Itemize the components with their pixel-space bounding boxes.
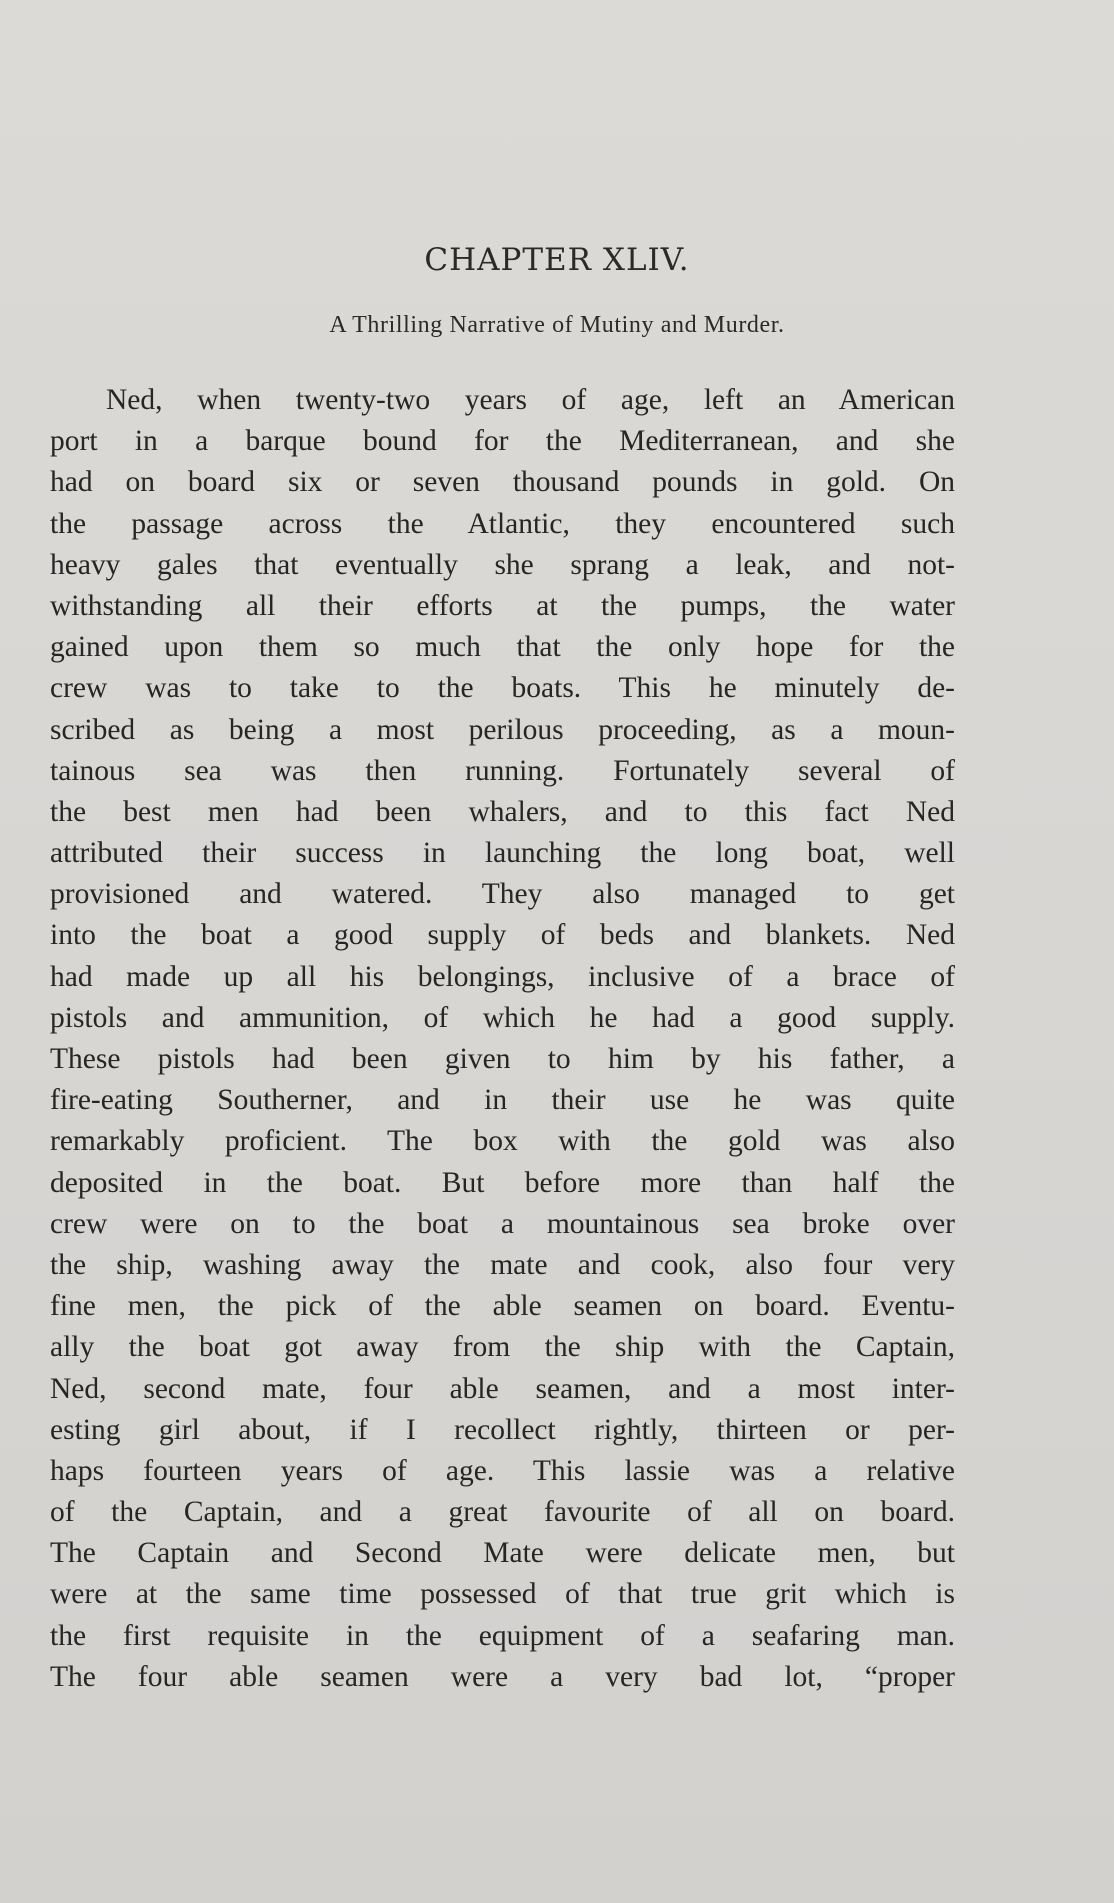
text-line: crew were on to the boat a mountainous sea broke over xyxy=(50,1207,955,1240)
text-line: the ship, washing away the mate and cook, also four very xyxy=(50,1248,955,1281)
text-line: scribed as being a most perilous proceeding, as a moun- xyxy=(50,713,955,746)
text-line: remarkably proficient. The box with the gold was also xyxy=(50,1125,955,1158)
text-line: The four able seamen were a very bad lot, “proper xyxy=(50,1660,955,1693)
text-line: port in a barque bound for the Mediterranean, and she xyxy=(50,425,955,458)
chapter-title: CHAPTER XLIV. xyxy=(424,242,690,278)
text-line: had made up all his belongings, inclusive of a brace of xyxy=(50,960,955,993)
text-line: deposited in the boat. But before more than half the xyxy=(50,1166,955,1199)
text-line: attributed their success in launching the long boat, well xyxy=(50,837,955,870)
text-line: were at the same time possessed of that true grit which is xyxy=(50,1578,955,1611)
text-line: fire-eating Southerner, and in their use he was quite xyxy=(50,1084,955,1117)
text-line: The Captain and Second Mate were delicate men, but xyxy=(50,1537,955,1570)
text-line: heavy gales that eventually she sprang a leak, and not- xyxy=(50,548,955,581)
text-line: had on board six or seven thousand pounds in gold. On xyxy=(50,466,955,499)
text-line: haps fourteen years of age. This lassie was a relative xyxy=(50,1454,955,1487)
text-line: the best men had been whalers, and to this fact Ned xyxy=(50,795,955,828)
text-line: tainous sea was then running. Fortunately several of xyxy=(50,754,955,787)
text-line: Ned, when twenty-two years of age, left an American xyxy=(106,384,955,416)
text-line: into the boat a good supply of beds and blankets. Ned xyxy=(50,919,955,952)
text-line: pistols and ammunition, of which he had a good supply. xyxy=(50,1001,955,1034)
chapter-subtitle: A Thrilling Narrative of Mutiny and Murder. xyxy=(329,312,785,338)
text-line: of the Captain, and a great favourite of all on board. xyxy=(50,1496,955,1529)
text-line: These pistols had been given to him by his father, a xyxy=(50,1043,955,1075)
text-line: crew was to take to the boats. This he minutely de- xyxy=(50,672,955,705)
text-line: esting girl about, if I recollect rightly, thirteen or per- xyxy=(50,1413,955,1446)
text-line: the passage across the Atlantic, they encountered such xyxy=(50,507,955,540)
text-line: provisioned and watered. They also managed to get xyxy=(50,878,955,911)
text-line: ally the boat got away from the ship with the Captain, xyxy=(50,1331,955,1364)
body-text xyxy=(50,380,955,1698)
text-line: Ned, second mate, four able seamen, and a most inter- xyxy=(50,1372,955,1405)
text-line: withstanding all their efforts at the pumps, the water xyxy=(50,589,955,622)
text-line: gained upon them so much that the only hope for the xyxy=(50,631,955,664)
text-line: fine men, the pick of the able seamen on board. Eventu- xyxy=(50,1290,955,1323)
text-line: the first requisite in the equipment of a seafaring man. xyxy=(50,1619,955,1652)
